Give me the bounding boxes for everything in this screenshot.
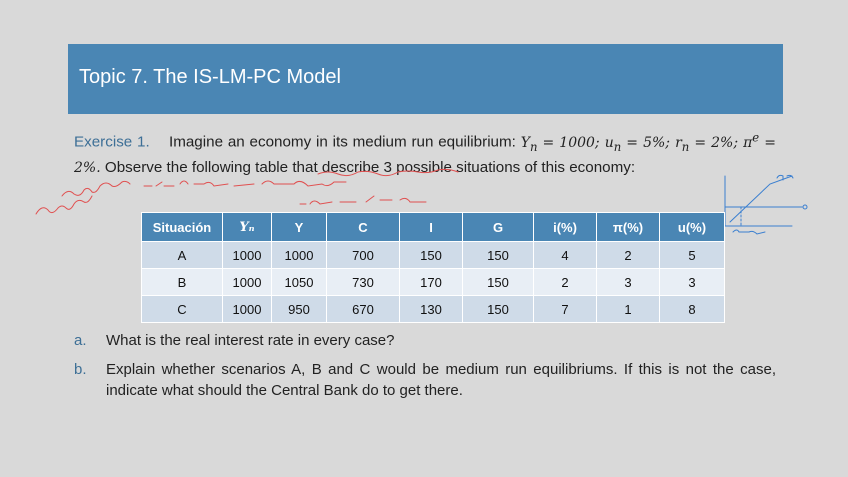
exercise-label: Exercise 1.	[74, 133, 150, 151]
exercise-closing: Observe the following table that describe 3 possible situations of this economy:	[104, 159, 636, 177]
table-header: π(%)	[597, 213, 660, 242]
equation-rn: $r_n = 2\%$;	[675, 134, 744, 154]
table-cell: 150	[463, 296, 534, 323]
table-header: u(%)	[660, 213, 725, 242]
table-cell: A	[142, 242, 223, 269]
table-cell: 670	[327, 296, 400, 323]
table-cell: 150	[463, 242, 534, 269]
exercise-statement	[74, 126, 776, 179]
table-cell: 1000	[223, 242, 272, 269]
table-cell: 7	[534, 296, 597, 323]
table-cell: 730	[327, 269, 400, 296]
table-cell: 150	[463, 269, 534, 296]
data-table	[141, 212, 725, 323]
question-text: Explain whether scenarios A, B and C would be medium run equilibriums. If this is not the case, indicate what should the Central Bank do to get there.	[106, 361, 776, 399]
table-cell: 150	[400, 242, 463, 269]
table-cell: 2	[534, 269, 597, 296]
graph-pc-label	[777, 175, 793, 180]
table-header: G	[463, 213, 534, 242]
table-header-row	[142, 213, 725, 242]
question-text: What is the real interest rate in every case?	[106, 332, 395, 349]
table-header: C	[327, 213, 400, 242]
table-cell: 2	[597, 242, 660, 269]
question-letter: a.	[74, 332, 87, 349]
table-row	[142, 269, 725, 296]
equation-un: $u_n = 5\%$;	[604, 134, 676, 154]
table-cell: 3	[660, 269, 725, 296]
slide-title-bar	[68, 44, 783, 114]
table-cell: C	[142, 296, 223, 323]
table-cell: 5	[660, 242, 725, 269]
table-cell: 3	[597, 269, 660, 296]
handwriting-equation-1	[144, 181, 346, 186]
table-cell: 130	[400, 296, 463, 323]
table-cell: B	[142, 269, 223, 296]
table-header: Y	[272, 213, 327, 242]
table-cell: 1000	[223, 269, 272, 296]
equation-yn: $Y_n = 1000$;	[520, 134, 605, 154]
table-header: Yₙ	[223, 213, 272, 242]
graph-pc-curve	[730, 176, 792, 222]
table-cell: 950	[272, 296, 327, 323]
handwriting-phillips-curve	[62, 181, 130, 196]
graph-un-label	[733, 230, 765, 234]
table-header: I	[400, 213, 463, 242]
handwriting-gracias	[36, 196, 92, 214]
table-cell: 8	[660, 296, 725, 323]
table-cell: 170	[400, 269, 463, 296]
table-header: i(%)	[534, 213, 597, 242]
table-cell: 1	[597, 296, 660, 323]
table-cell: 1000	[272, 242, 327, 269]
exercise-intro: Imagine an economy in its medium run equilibrium:	[168, 133, 516, 151]
graph-point	[803, 205, 807, 209]
question-letter: b.	[74, 361, 87, 378]
table-cell: 700	[327, 242, 400, 269]
table-cell: 4	[534, 242, 597, 269]
table-cell: 1050	[272, 269, 327, 296]
table-row	[142, 242, 725, 269]
slide-title: Topic 7. The IS-LM-PC Model	[79, 66, 341, 88]
equation-pie: $\pi^e = 2\%$.	[74, 130, 776, 177]
table-header: Situación	[142, 213, 223, 242]
table-cell: 1000	[223, 296, 272, 323]
table-row	[142, 296, 725, 323]
handwriting-equation-2	[300, 196, 426, 204]
